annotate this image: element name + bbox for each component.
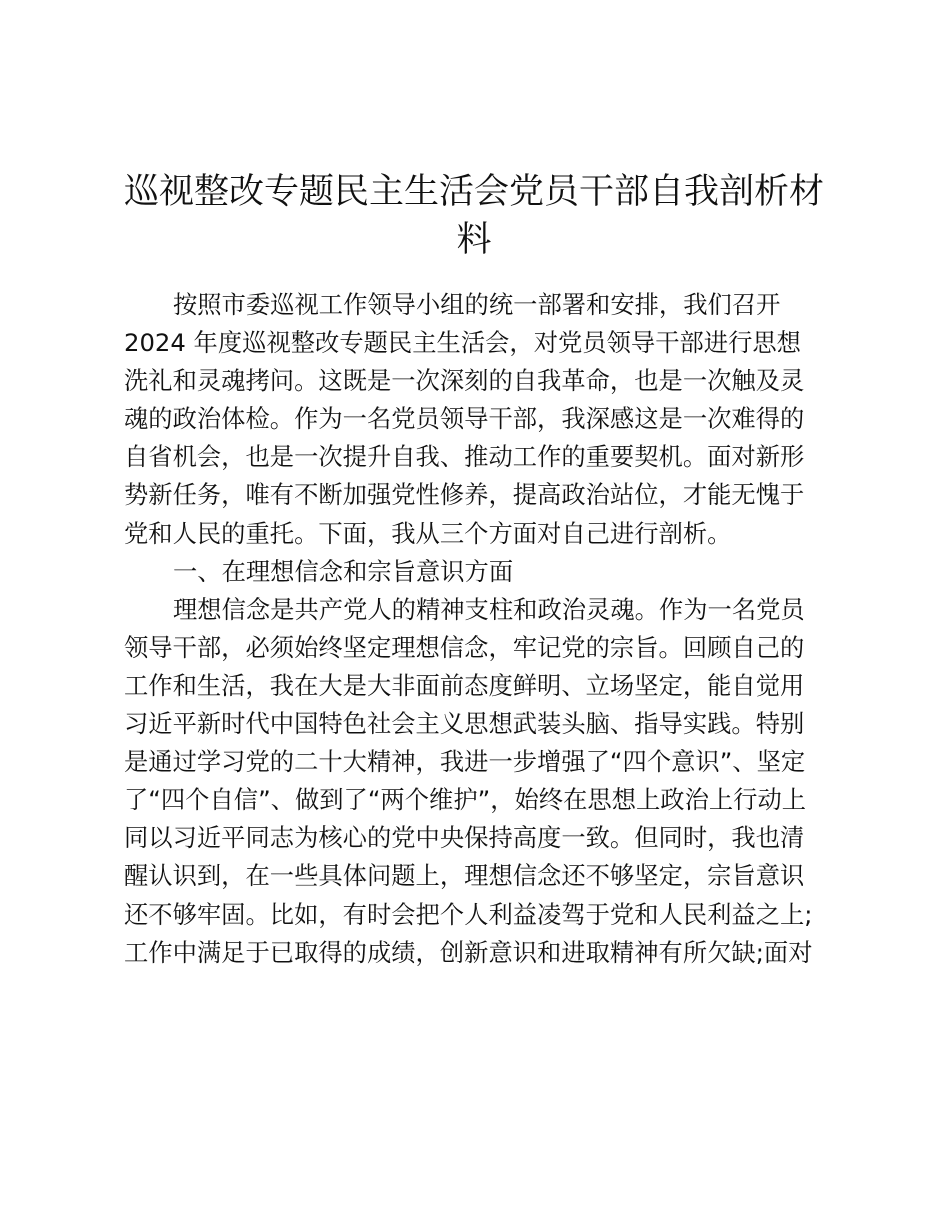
paragraph-line: 理想信念是共产党人的精神支柱和政治灵魂。作为一名党员 <box>173 594 805 624</box>
paragraph-line: 2024 年度巡视整改专题民主生活会，对党员领导干部进行思想 <box>124 328 801 358</box>
paragraph-line: 还不够牢固。比如，有时会把个人利益凌驾于党和人民利益之上; <box>124 899 813 929</box>
paragraph-line: 是通过学习党的二十大精神，我进一步增强了“四个意识”、坚定 <box>124 747 806 777</box>
paragraph-line: 按照市委巡视工作领导小组的统一部署和安排，我们召开 <box>173 290 781 319</box>
paragraph-line: 醒认识到，在一些具体问题上，理想信念还不够坚定，宗旨意识 <box>124 861 805 891</box>
paragraph-line: 领导干部，必须始终坚定理想信念，牢记党的宗旨。回顾自己的 <box>124 632 805 662</box>
paragraph-line: 党和人民的重托。下面，我从三个方面对自己进行剖析。 <box>124 518 732 548</box>
paragraph-line: 工作和生活，我在大是大非面前态度鲜明、立场坚定，能自觉用 <box>124 670 805 700</box>
section-heading: 一、在理想信念和宗旨意识方面 <box>173 556 514 586</box>
title-line: 料 <box>456 220 492 260</box>
paragraph-line: 工作中满足于已取得的成绩，创新意识和进取精神有所欠缺;面对 <box>124 937 813 967</box>
paragraph-line: 同以习近平同志为核心的党中央保持高度一致。但同时，我也清 <box>124 823 805 853</box>
title-line: 巡视整改专题民主生活会党员干部自我剖析材 <box>124 172 825 212</box>
paragraph-line: 势新任务，唯有不断加强党性修养，提高政治站位，才能无愧于 <box>124 480 805 510</box>
paragraph-line: 了“四个自信”、做到了“两个维护”，始终在思想上政治上行动上 <box>124 785 807 815</box>
paragraph-line: 习近平新时代中国特色社会主义思想武装头脑、指导实践。特别 <box>124 709 805 739</box>
paragraph-line: 洗礼和灵魂拷问。这既是一次深刻的自我革命，也是一次触及灵 <box>124 366 805 396</box>
paragraph-line: 自省机会，也是一次提升自我、推动工作的重要契机。面对新形 <box>124 442 805 472</box>
paragraph-line: 魂的政治体检。作为一名党员领导干部，我深感这是一次难得的 <box>124 404 805 434</box>
document-body <box>124 286 824 972</box>
document-title <box>124 168 824 264</box>
